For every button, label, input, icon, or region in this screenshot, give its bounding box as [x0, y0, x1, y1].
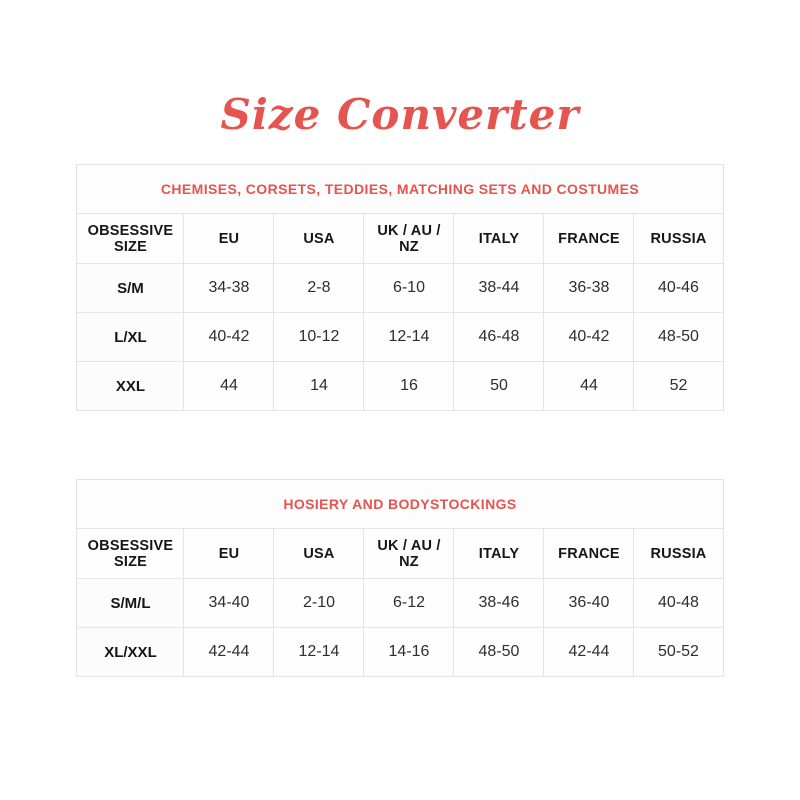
- column-header-eu: EU: [184, 214, 274, 264]
- size-cell: 12-14: [364, 313, 454, 362]
- size-cell: 44: [184, 362, 274, 411]
- size-cell: 38-46: [454, 579, 544, 628]
- table-header-row: [77, 214, 723, 264]
- column-header-uk-au-nz: UK / AU / NZ: [364, 214, 454, 264]
- column-header-usa: USA: [274, 529, 364, 579]
- size-cell: 14: [274, 362, 364, 411]
- page-title: Size Converter: [220, 90, 580, 139]
- column-header-uk-au-nz: UK / AU / NZ: [364, 529, 454, 579]
- column-header-russia: RUSSIA: [634, 214, 723, 264]
- size-cell: 52: [634, 362, 723, 411]
- size-cell: 38-44: [454, 264, 544, 313]
- size-cell: 6-12: [364, 579, 454, 628]
- row-header: L/XL: [77, 313, 184, 362]
- table-row: [77, 313, 723, 362]
- size-cell: 46-48: [454, 313, 544, 362]
- table-row: [77, 264, 723, 313]
- column-header-russia: RUSSIA: [634, 529, 723, 579]
- row-header: XL/XXL: [77, 628, 184, 677]
- size-cell: 48-50: [634, 313, 723, 362]
- row-header: S/M: [77, 264, 184, 313]
- table-caption-row: [77, 480, 723, 529]
- row-header: S/M/L: [77, 579, 184, 628]
- size-cell: 6-10: [364, 264, 454, 313]
- size-cell: 12-14: [274, 628, 364, 677]
- size-cell: 14-16: [364, 628, 454, 677]
- size-cell: 40-42: [184, 313, 274, 362]
- table-row: [77, 362, 723, 411]
- size-cell: 40-48: [634, 579, 723, 628]
- size-cell: 50-52: [634, 628, 723, 677]
- size-table-hosiery: [76, 479, 723, 677]
- size-cell: 2-8: [274, 264, 364, 313]
- table-caption-row: [77, 165, 723, 214]
- size-cell: 16: [364, 362, 454, 411]
- column-header-eu: EU: [184, 529, 274, 579]
- size-cell: 48-50: [454, 628, 544, 677]
- size-table-chemises: [76, 164, 723, 411]
- size-cell: 40-42: [544, 313, 634, 362]
- size-cell: 2-10: [274, 579, 364, 628]
- size-cell: 44: [544, 362, 634, 411]
- row-header: XXL: [77, 362, 184, 411]
- column-header-france: FRANCE: [544, 214, 634, 264]
- table-header-row: [77, 529, 723, 579]
- size-cell: 40-46: [634, 264, 723, 313]
- size-cell: 36-38: [544, 264, 634, 313]
- table-caption: CHEMISES, CORSETS, TEDDIES, MATCHING SETS AND COSTUMES: [77, 165, 723, 214]
- size-cell: 42-44: [184, 628, 274, 677]
- size-cell: 42-44: [544, 628, 634, 677]
- size-cell: 34-40: [184, 579, 274, 628]
- size-cell: 34-38: [184, 264, 274, 313]
- column-header-usa: USA: [274, 214, 364, 264]
- column-header-italy: ITALY: [454, 529, 544, 579]
- table-row: [77, 579, 723, 628]
- column-header-obsessive-size: OBSESSIVE SIZE: [77, 214, 184, 264]
- size-cell: 10-12: [274, 313, 364, 362]
- table-row: [77, 628, 723, 677]
- column-header-france: FRANCE: [544, 529, 634, 579]
- size-cell: 36-40: [544, 579, 634, 628]
- column-header-obsessive-size: OBSESSIVE SIZE: [77, 529, 184, 579]
- column-header-italy: ITALY: [454, 214, 544, 264]
- table-caption: HOSIERY AND BODYSTOCKINGS: [77, 480, 723, 529]
- size-cell: 50: [454, 362, 544, 411]
